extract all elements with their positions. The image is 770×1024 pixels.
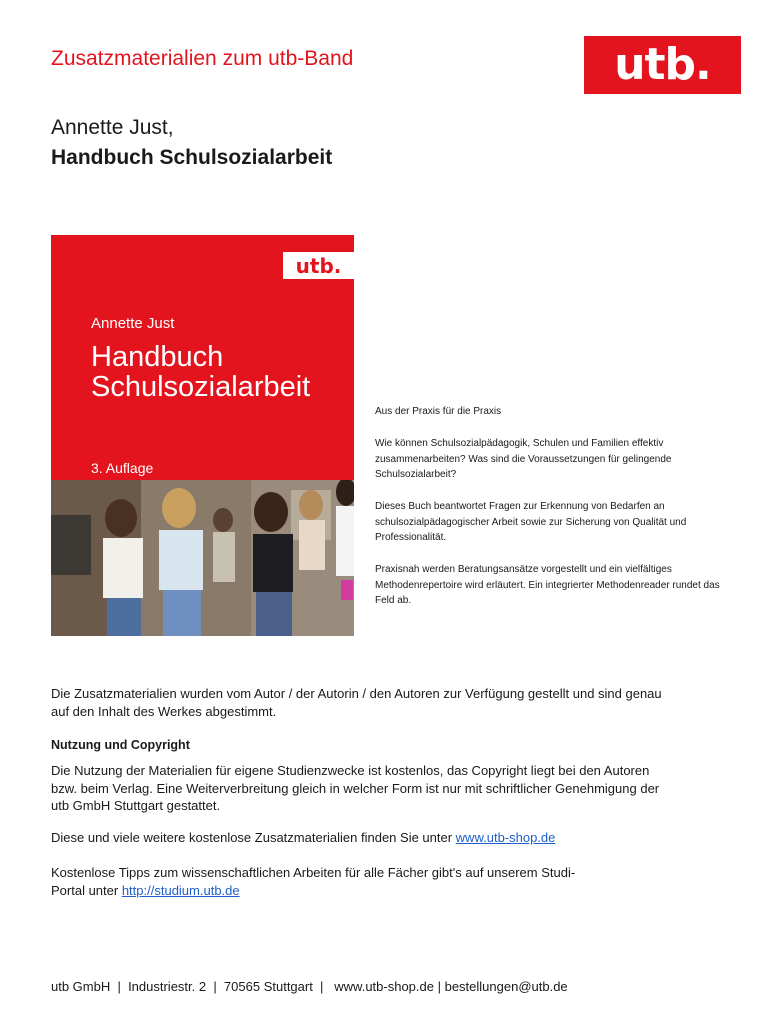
cover-edition: 3. Auflage: [91, 460, 154, 476]
cover-author: Annette Just: [91, 315, 175, 332]
intro-paragraph: Die Zusatzmaterialien wurden vom Autor / der Autorin / den Autoren zur Verfügung gestellt und sind genau auf den Inhalt des Werkes abgestimmt.: [51, 686, 662, 719]
footer-address: utb GmbH | Industriestr. 2 | 70565 Stuttgart | www.utb-shop.de | bestellungen@utb.de: [51, 979, 568, 994]
shop-text: Diese und viele weitere kostenlose Zusatzmaterialien finden Sie unter: [51, 830, 456, 845]
shop-paragraph: [51, 829, 691, 847]
blurb-paragraph: Wie können Schulsozialpädagogik, Schulen und Familien effektiv zusammenarbeiten? Was sind die Voraussetzungen für gelingende Schulsozialarbeit?: [375, 438, 672, 480]
shop-link[interactable]: www.utb-shop.de: [455, 830, 556, 845]
book-title: Handbuch Schulsozialarbeit: [51, 146, 333, 169]
book-author: Annette Just,: [51, 116, 174, 139]
cover-title-line2: Schulsozialarbeit: [91, 371, 311, 404]
cover-title: [91, 342, 310, 403]
studi-portal-paragraph: [51, 864, 591, 899]
cover-logo: [283, 252, 354, 279]
studi-portal-text: Kostenlose Tipps zum wissenschaftlichen Arbeiten für alle Fächer gibt's auf unserem Studi-Portal unter: [51, 865, 576, 898]
studi-portal-link[interactable]: http://studium.utb.de: [121, 882, 240, 898]
cover-logo-text: utb.: [295, 253, 342, 278]
utb-logo-text: utb.: [614, 39, 711, 90]
utb-logo: [584, 36, 741, 94]
copyright-heading: Nutzung und Copyright: [51, 738, 190, 752]
blurb-paragraph: Aus der Praxis für die Praxis: [375, 406, 502, 417]
blurb-paragraph: Praxisnah werden Beratungsansätze vorgestellt und ein vielfältiges Methodenrepertoire wird erläutert. Ein integrierter Methodenreader rundet das Feld ab.: [375, 564, 720, 606]
cover-title-line1: Handbuch: [91, 341, 224, 373]
header-title: Zusatzmaterialien zum utb-Band: [51, 47, 354, 70]
blurb-paragraph: Dieses Buch beantwortet Fragen zur Erkennung von Bedarfen an schulsozialpädagogischer Arbeit sowie zur Sicherung von Qualität und Professionalität.: [375, 501, 687, 543]
book-cover-image: [51, 235, 354, 636]
copyright-paragraph: Die Nutzung der Materialien für eigene Studienzwecke ist kostenlos, das Copyright liegt bei den Autoren bzw. beim Verlag. Eine Weiterverbreitung gleich in welcher Form ist nur mit schriftlicher Genehmigung der utb GmbH Stuttgart gestattet.: [51, 763, 660, 813]
cover-photo: [51, 480, 354, 636]
